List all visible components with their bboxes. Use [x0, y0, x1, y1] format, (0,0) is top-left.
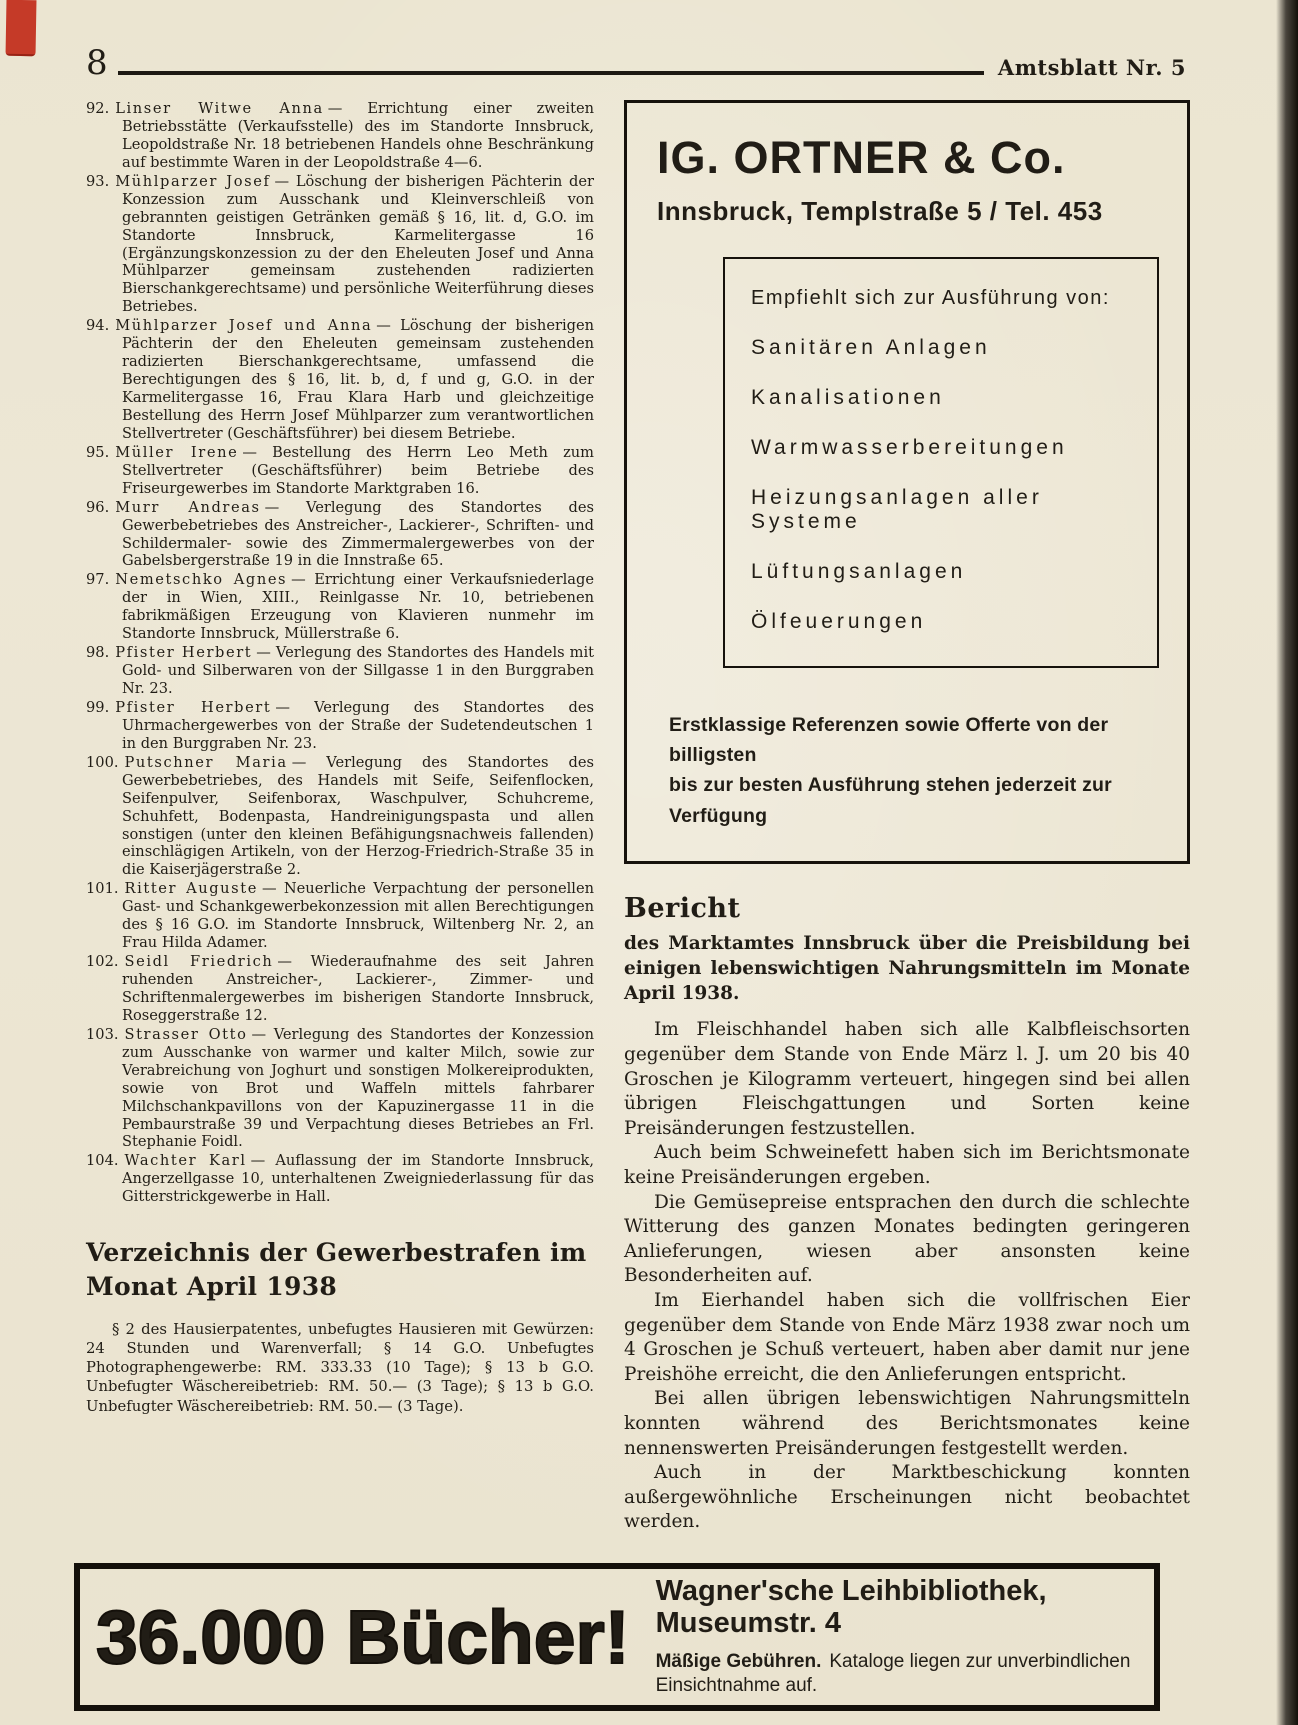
entry-item: [86, 754, 594, 880]
entry-number: 102.: [86, 953, 119, 971]
entry-text: — Löschung der bisherigen Pächterin der Konzession zum Ausschank und Kleinverschleiß von gebrannten geistigen Getränken gemäß § 16, lit. d, G.O. im Standorte Innsbruck, Karmelitergasse 16 (Ergänzungskonzession zu der den Eheleuten Josef und Anna Mühlparzer gemeinsam zustehenden radizierten Bierschankgerechtsame) und persönliche Weiterführung dieses Betriebes.: [122, 172, 594, 316]
ortner-footer-line2: bis zur besten Ausführung stehen jederzeit zur Verfügung: [669, 774, 1112, 827]
entry-number: 92.: [86, 100, 110, 117]
entry-name: Ritter Auguste: [124, 880, 258, 898]
entry-number: 101.: [86, 880, 119, 898]
entry-name: Seidl Friedrich: [124, 953, 274, 971]
entry-item: [86, 100, 594, 172]
entry-number: 94.: [86, 317, 110, 335]
entry-text: — Auflassung der im Standorte Innsbruck, Angerzellgasse 10, unterhaltenen Zweigniederlassung für das Gitterstrickgewerbe in Hall.: [122, 1152, 594, 1206]
library-info-line: [656, 1650, 1136, 1698]
entry-item: [86, 1152, 594, 1206]
entry-text: — Verlegung des Standortes der Konzession zum Ausschanke von warmer und kalter Milch, sowie zur Verabreichung von Joghurt und sonstigen Molkereiprodukten, sowie von Brot und Waffeln mittels fahrbarer Milchschankpavillons von der Kapuzinergasse 11 in die Pembaurstraße 39 und Verpachtung dieses Betriebes an Frl. Stephanie Foidl.: [122, 1025, 594, 1151]
ortner-advertisement: [624, 100, 1190, 864]
entry-number: 100.: [86, 753, 119, 771]
report-paragraph: Auch beim Schweinefett haben sich im Berichtsmonate keine Preisänderungen ergeben.: [624, 1142, 1190, 1189]
entry-text: — Verlegung des Standortes des Gewerbebetriebes, des Handels mit Seife, Seifenflocken, Seifenpulver, Seifenborax, Waschpulver, Schuhcreme, Schuhfett, Bodenpasta, Handreinigungspasta und allen sonstigen (unter den kleinen Befähigungsnachweis fallenden) einschlägigen Artikeln, von der Herzog-Friedrich-Straße 35 in die Kaiserjägerstraße 2.: [122, 753, 594, 879]
market-report-section: [624, 894, 1190, 1535]
entry-number: 103.: [86, 1025, 119, 1043]
entry-name: Nemetschko Agnes: [115, 571, 288, 589]
library-advertisement: [74, 1563, 1160, 1711]
left-column: [86, 100, 594, 1431]
ortner-service-item: Heizungsanlagen aller Systeme: [751, 486, 1043, 533]
two-column-body: [86, 100, 1298, 1535]
report-paragraph: Auch in der Marktbeschickung konnten außergewöhnliche Erscheinungen nicht beobachtet werden.: [624, 1462, 1190, 1533]
entry-item: [86, 173, 594, 317]
entry-item: [86, 571, 594, 643]
entry-text: — Neuerliche Verpachtung der personellen Gast- und Schankgewerbekonzession mit allen Berechtigungen des § 16 G.O. im Standorte Innsbruck, Wiltenberg Nr. 2, an Frau Hilda Adamer.: [122, 880, 594, 952]
ortner-service-item: Warmwasserbereitungen: [751, 436, 1068, 459]
penalties-text: § 2 des Hausierpatentes, unbefugtes Hausieren mit Gewürzen: 24 Stunden und Warenverfall; § 14 G.O. Unbefugtes Photographengewerbe: RM. 333.33 (10 Tage); § 13 b G.O. Unbefugter Wäschereibetrieb: RM. 50.— (3 Tage); § 13 b G.O. Unbefugter Wäschereibetrieb: RM. 50.— (3 Tage).: [86, 1320, 594, 1415]
entry-name: Pfister Herbert: [115, 698, 272, 716]
entry-text: — Errichtung einer zweiten Betriebsstätte (Verkaufsstelle) des im Standorte Innsbruck, Leopoldstraße Nr. 18 betriebenen Handels ohne Beschränkung auf bestimmte Waren in der Leopoldstraße 4—6.: [122, 100, 595, 171]
entry-number: 95.: [86, 443, 110, 461]
masthead-title: Amtsblatt Nr. 5: [997, 55, 1186, 80]
library-fees-label: Mäßige Gebühren.: [655, 1651, 822, 1673]
entry-name: Putschner Maria: [124, 753, 288, 771]
report-paragraph: Bei allen übrigen lebenswichtigen Nahrungsmitteln konnten während des Berichtsmonates keine nennenswerten Preisänderungen festgestellt werden.: [624, 1388, 1190, 1459]
entry-text: — Verlegung des Standortes des Gewerbebetriebes des Anstreicher-, Lackierer-, Schriften- und Schildermaler- sowie des Zimmermalergewerbes von der Gabelsbergerstraße 19 in die Innstraße 65.: [122, 498, 594, 570]
entry-number: 96.: [86, 498, 110, 516]
ortner-services-list: [751, 336, 1141, 634]
entry-name: Wachter Karl: [124, 1152, 247, 1170]
ortner-service-item: Lüftungsanlagen: [751, 560, 967, 583]
report-paragraph: Die Gemüsepreise entsprachen den durch die schlechte Witterung des ganzen Monates bedingten geringeren Anlieferungen, wiesen aber ansonsten keine Besonderheiten auf.: [624, 1191, 1190, 1287]
entry-text: — Verlegung des Standortes des Handels mit Gold- und Silberwaren von der Sillgasse 1 in den Burggraben Nr. 23.: [122, 644, 595, 697]
report-paragraph: Im Fleischhandel haben sich alle Kalbfleischsorten gegenüber dem Stande von Ende März l. J. um 20 bis 40 Groschen je Kilogramm verteuert, hingegen sind bei allen übrigen Fleischgattungen und Sorten keine Preisänderungen festzustellen.: [624, 1019, 1190, 1139]
entry-name: Pfister Herbert: [115, 644, 253, 662]
entry-number: 97.: [86, 571, 110, 589]
right-column: [624, 100, 1190, 1535]
ortner-company-name: IG. ORTNER & Co.: [657, 132, 1066, 183]
entry-item: [86, 444, 594, 498]
scan-edge-shadow: [1276, 0, 1298, 1725]
entry-text: — Bestellung des Herrn Leo Meth zum Stellvertreter (Geschäftsführer) beim Betriebe des Friseurgewerbes im Standorte Marktgraben 16.: [122, 443, 594, 497]
ortner-services-box: [723, 257, 1159, 668]
library-name: Wagner'sche Leihbibliothek, Museumstr. 4: [655, 1575, 1047, 1640]
entry-name: Müller Irene: [115, 443, 239, 461]
entry-name: Mühlparzer Josef und Anna: [115, 317, 373, 335]
books-details: [656, 1576, 1136, 1697]
ortner-footer-line1: Erstklassige Referenzen sowie Offerte von der billigsten: [669, 714, 1109, 767]
report-paragraph: Im Eierhandel haben sich die vollfrischen Eier gegenüber dem Stande von Ende März 1938 zwar noch um 4 Groschen je Schuß verteuert, haben aber damit nur jene Preishöhe erreicht, die den Anlieferungen entspricht.: [624, 1290, 1190, 1385]
entry-name: Murr Andreas: [115, 498, 261, 516]
entry-item: [86, 644, 594, 698]
red-ink-mark: [6, 0, 37, 56]
penalties-heading: Verzeichnis der Gewerbestrafen im Monat April 1938: [86, 1238, 587, 1301]
entry-text: — Wiederaufnahme des seit Jahren ruhenden Anstreicher-, Lackierer-, Zimmer- und Schriftenmalergewerbes im bisherigen Standorte Innsbruck, Roseggerstraße 12.: [122, 953, 594, 1024]
library-catalog-note: Kataloge liegen zur unverbindlichen Einsichtnahme auf.: [655, 1651, 1131, 1696]
entry-item: [86, 1026, 594, 1152]
entry-item: [86, 953, 594, 1025]
entry-name: Linser Witwe Anna: [115, 100, 324, 117]
page-number: 8: [86, 43, 108, 83]
entry-number: 104.: [86, 1152, 119, 1170]
entry-text: — Löschung der bisherigen Pächterin der den Eheleuten gemeinsam zustehenden radizierten Bierschankgerechtsame, umfassend die Berechtigungen des § 16, lit. b, d, f und g, G.O. in der Karmelitergasse 16, Frau Klara Harb und gleichzeitige Bestellung des Herrn Josef Mühlparzer zum verantwortlichen Stellvertreter (Geschäftsführer) bei diesem Betriebe.: [122, 317, 594, 442]
ortner-service-item: Sanitären Anlagen: [751, 336, 991, 359]
entry-number: 93.: [86, 172, 110, 190]
ortner-service-item: Kanalisationen: [751, 386, 945, 409]
entry-name: Mühlparzer Josef: [115, 172, 271, 190]
entry-text: — Errichtung einer Verkaufsniederlage der in Wien, XIII., Reinlgasse Nr. 10, betriebenen fabrikmäßigen Erzeugung von Klavieren nunmehr im Standorte Innsbruck, Müllerstraße 6.: [122, 571, 594, 643]
entry-item: [86, 317, 594, 443]
entry-item: [86, 699, 594, 753]
ortner-service-item: Ölfeuerungen: [751, 610, 927, 633]
books-headline: 36.000 Bücher!: [96, 1595, 630, 1679]
report-heading: Bericht: [624, 892, 741, 924]
ortner-footer: [657, 710, 1163, 831]
entry-number: 98.: [86, 644, 110, 662]
entry-text: — Verlegung des Standortes des Uhrmachergewerbes von der Straße der Sudetendeutschen 1 in den Burggraben Nr. 23.: [122, 698, 594, 752]
entry-item: [86, 880, 594, 952]
entry-name: Strasser Otto: [124, 1025, 248, 1043]
ortner-intro-line: Empfiehlt sich zur Ausführung von:: [751, 287, 1110, 309]
ortner-address: Innsbruck, Templstraße 5 / Tel. 453: [657, 196, 1103, 226]
page-header: [86, 43, 1186, 83]
header-rule: [118, 71, 984, 75]
report-subheading: des Marktamtes Innsbruck über die Preisbildung bei einigen lebenswichtigen Nahrungsmitteln im Monate April 1938.: [624, 932, 1190, 1004]
entry-number: 99.: [86, 698, 110, 716]
entry-item: [86, 499, 594, 571]
